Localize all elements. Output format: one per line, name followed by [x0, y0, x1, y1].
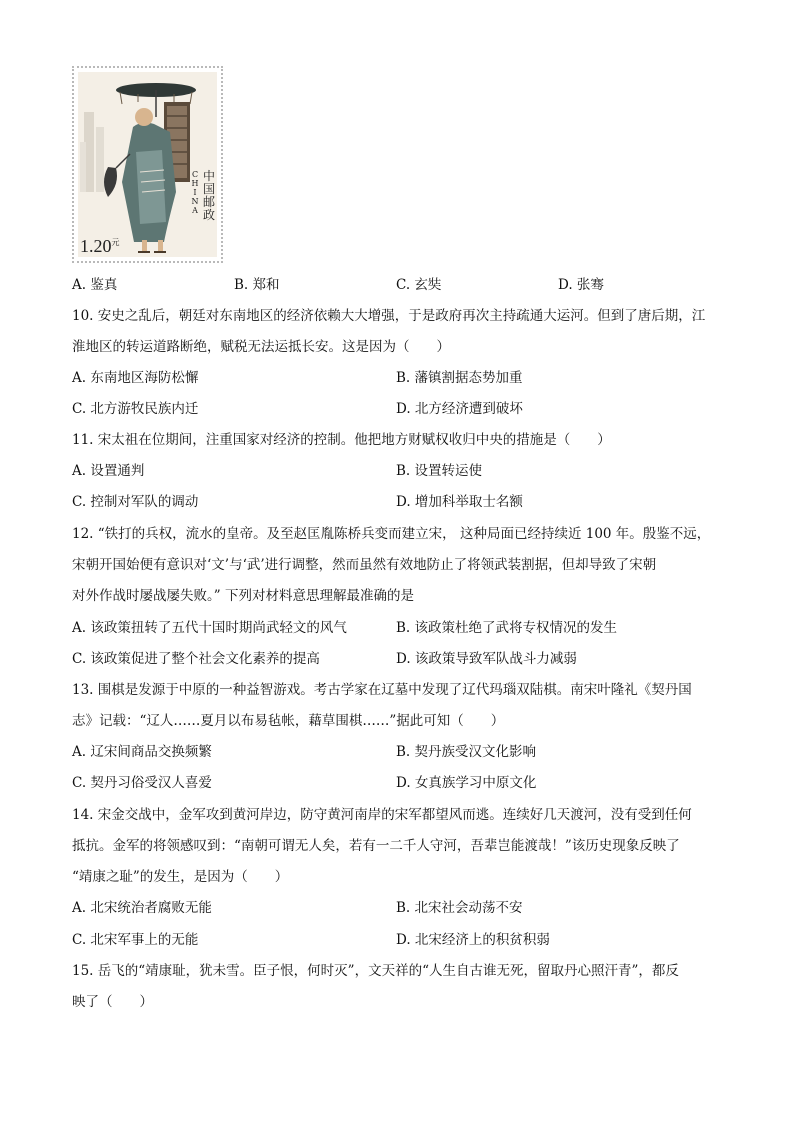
q13-stem-line-1: 13. 围棋是发源于中原的一种益智游戏。考古学家在辽墓中发现了辽代玛瑙双陆棋。南宋叶隆礼《契丹国 [72, 682, 692, 698]
q12-option-c: C. 该政策促进了整个社会文化素养的提高 [72, 651, 320, 667]
q12-stem-line-1: 12. “铁打的兵权，流水的皇帝。及至赵匡胤陈桥兵变而建立宋， 这种局面已经持续近 100 年。殷鉴不远， [72, 526, 711, 542]
q14-option-b: B. 北宋社会动荡不安 [396, 900, 523, 916]
q12-option-a: A. 该政策扭转了五代十国时期尚武轻文的风气 [72, 620, 347, 636]
q13-option-b: B. 契丹族受汉文化影响 [396, 744, 537, 760]
q13-option-a: A. 辽宋间商品交换频繁 [72, 744, 212, 760]
q15-stem-line-2: 映了（ ） [72, 994, 153, 1010]
q12-option-d: D. 该政策导致军队战斗力减弱 [396, 651, 577, 667]
q10-option-c: C. 北方游牧民族内迁 [72, 401, 199, 417]
stamp-face-value: $1.20^元$ [80, 236, 120, 256]
q11-option-d: D. 增加科举取士名额 [396, 494, 523, 510]
q11-option-c: C. 控制对军队的调动 [72, 494, 199, 510]
stamp-country-en: CHINA [191, 170, 199, 215]
q14-stem-line-3: “靖康之耻”的发生，是因为（ ） [72, 869, 289, 885]
q13-option-d: D. 女真族学习中原文化 [396, 775, 537, 791]
q14-stem-line-2: 抵抗。金军的将领感叹到：“南朝可谓无人矣，若有一二千人守河，吾辈岂能渡哉！”该历史现象反映了 [72, 838, 680, 854]
q9-option-d: D. 张骞 [558, 277, 604, 293]
stamp-country-cn: 中国邮政 [202, 169, 215, 222]
q15-stem-line-1: 15. 岳飞的“靖康耻，犹未雪。臣子恨，何时灭”，文天祥的“人生自古谁无死，留取丹心照汗青”，都反 [72, 963, 679, 979]
q9-option-b: B. 郑和 [234, 277, 280, 293]
q12-stem-line-2: 宋朝开国始便有意识对‘文’与‘武’进行调整，然而虽然有效地防止了将领武装割据，但却导致了宋朝 [72, 557, 657, 573]
q13-option-c: C. 契丹习俗受汉人喜爱 [72, 775, 212, 791]
q11-option-a: A. 设置通判 [72, 463, 145, 479]
q10-option-a: A. 东南地区海防松懈 [72, 370, 199, 386]
stamp-artwork [78, 72, 217, 257]
stamp-image [72, 66, 223, 263]
q10-stem-line-2: 淮地区的转运道路断绝，赋税无法运抵长安。这是因为（ ） [72, 339, 450, 355]
q9-option-c: C. 玄奘 [396, 277, 442, 293]
q11-stem-line-1: 11. 宋太祖在位期间，注重国家对经济的控制。他把地方财赋权收归中央的措施是（ ） [72, 432, 611, 448]
monk-illustration [78, 72, 217, 257]
q9-option-a: A. 鉴真 [72, 277, 118, 293]
q11-option-b: B. 设置转运使 [396, 463, 483, 479]
q10-stem-line-1: 10. 安史之乱后，朝廷对东南地区的经济依赖大大增强，于是政府再次主持疏通大运河。但到了唐后期，江 [72, 308, 706, 324]
q13-stem-line-2: 志》记载：“辽人……夏月以布易毡帐，藉草围棋……”据此可知（ ） [72, 713, 505, 729]
q14-stem-line-1: 14. 宋金交战中，金军攻到黄河岸边，防守黄河南岸的宋军都望风而逃。连续好几天渡河，没有受到任何 [72, 807, 692, 823]
q10-option-d: D. 北方经济遭到破坏 [396, 401, 523, 417]
q12-stem-line-3: 对外作战时屡战屡失败。” 下列对材料意思理解最准确的是 [72, 588, 414, 604]
q14-option-a: A. 北宋统治者腐败无能 [72, 900, 212, 916]
q12-option-b: B. 该政策杜绝了武将专权情况的发生 [396, 620, 618, 636]
q10-option-b: B. 藩镇割据态势加重 [396, 370, 523, 386]
q14-option-c: C. 北宋军事上的无能 [72, 932, 199, 948]
q14-option-d: D. 北宋经济上的积贫积弱 [396, 932, 550, 948]
